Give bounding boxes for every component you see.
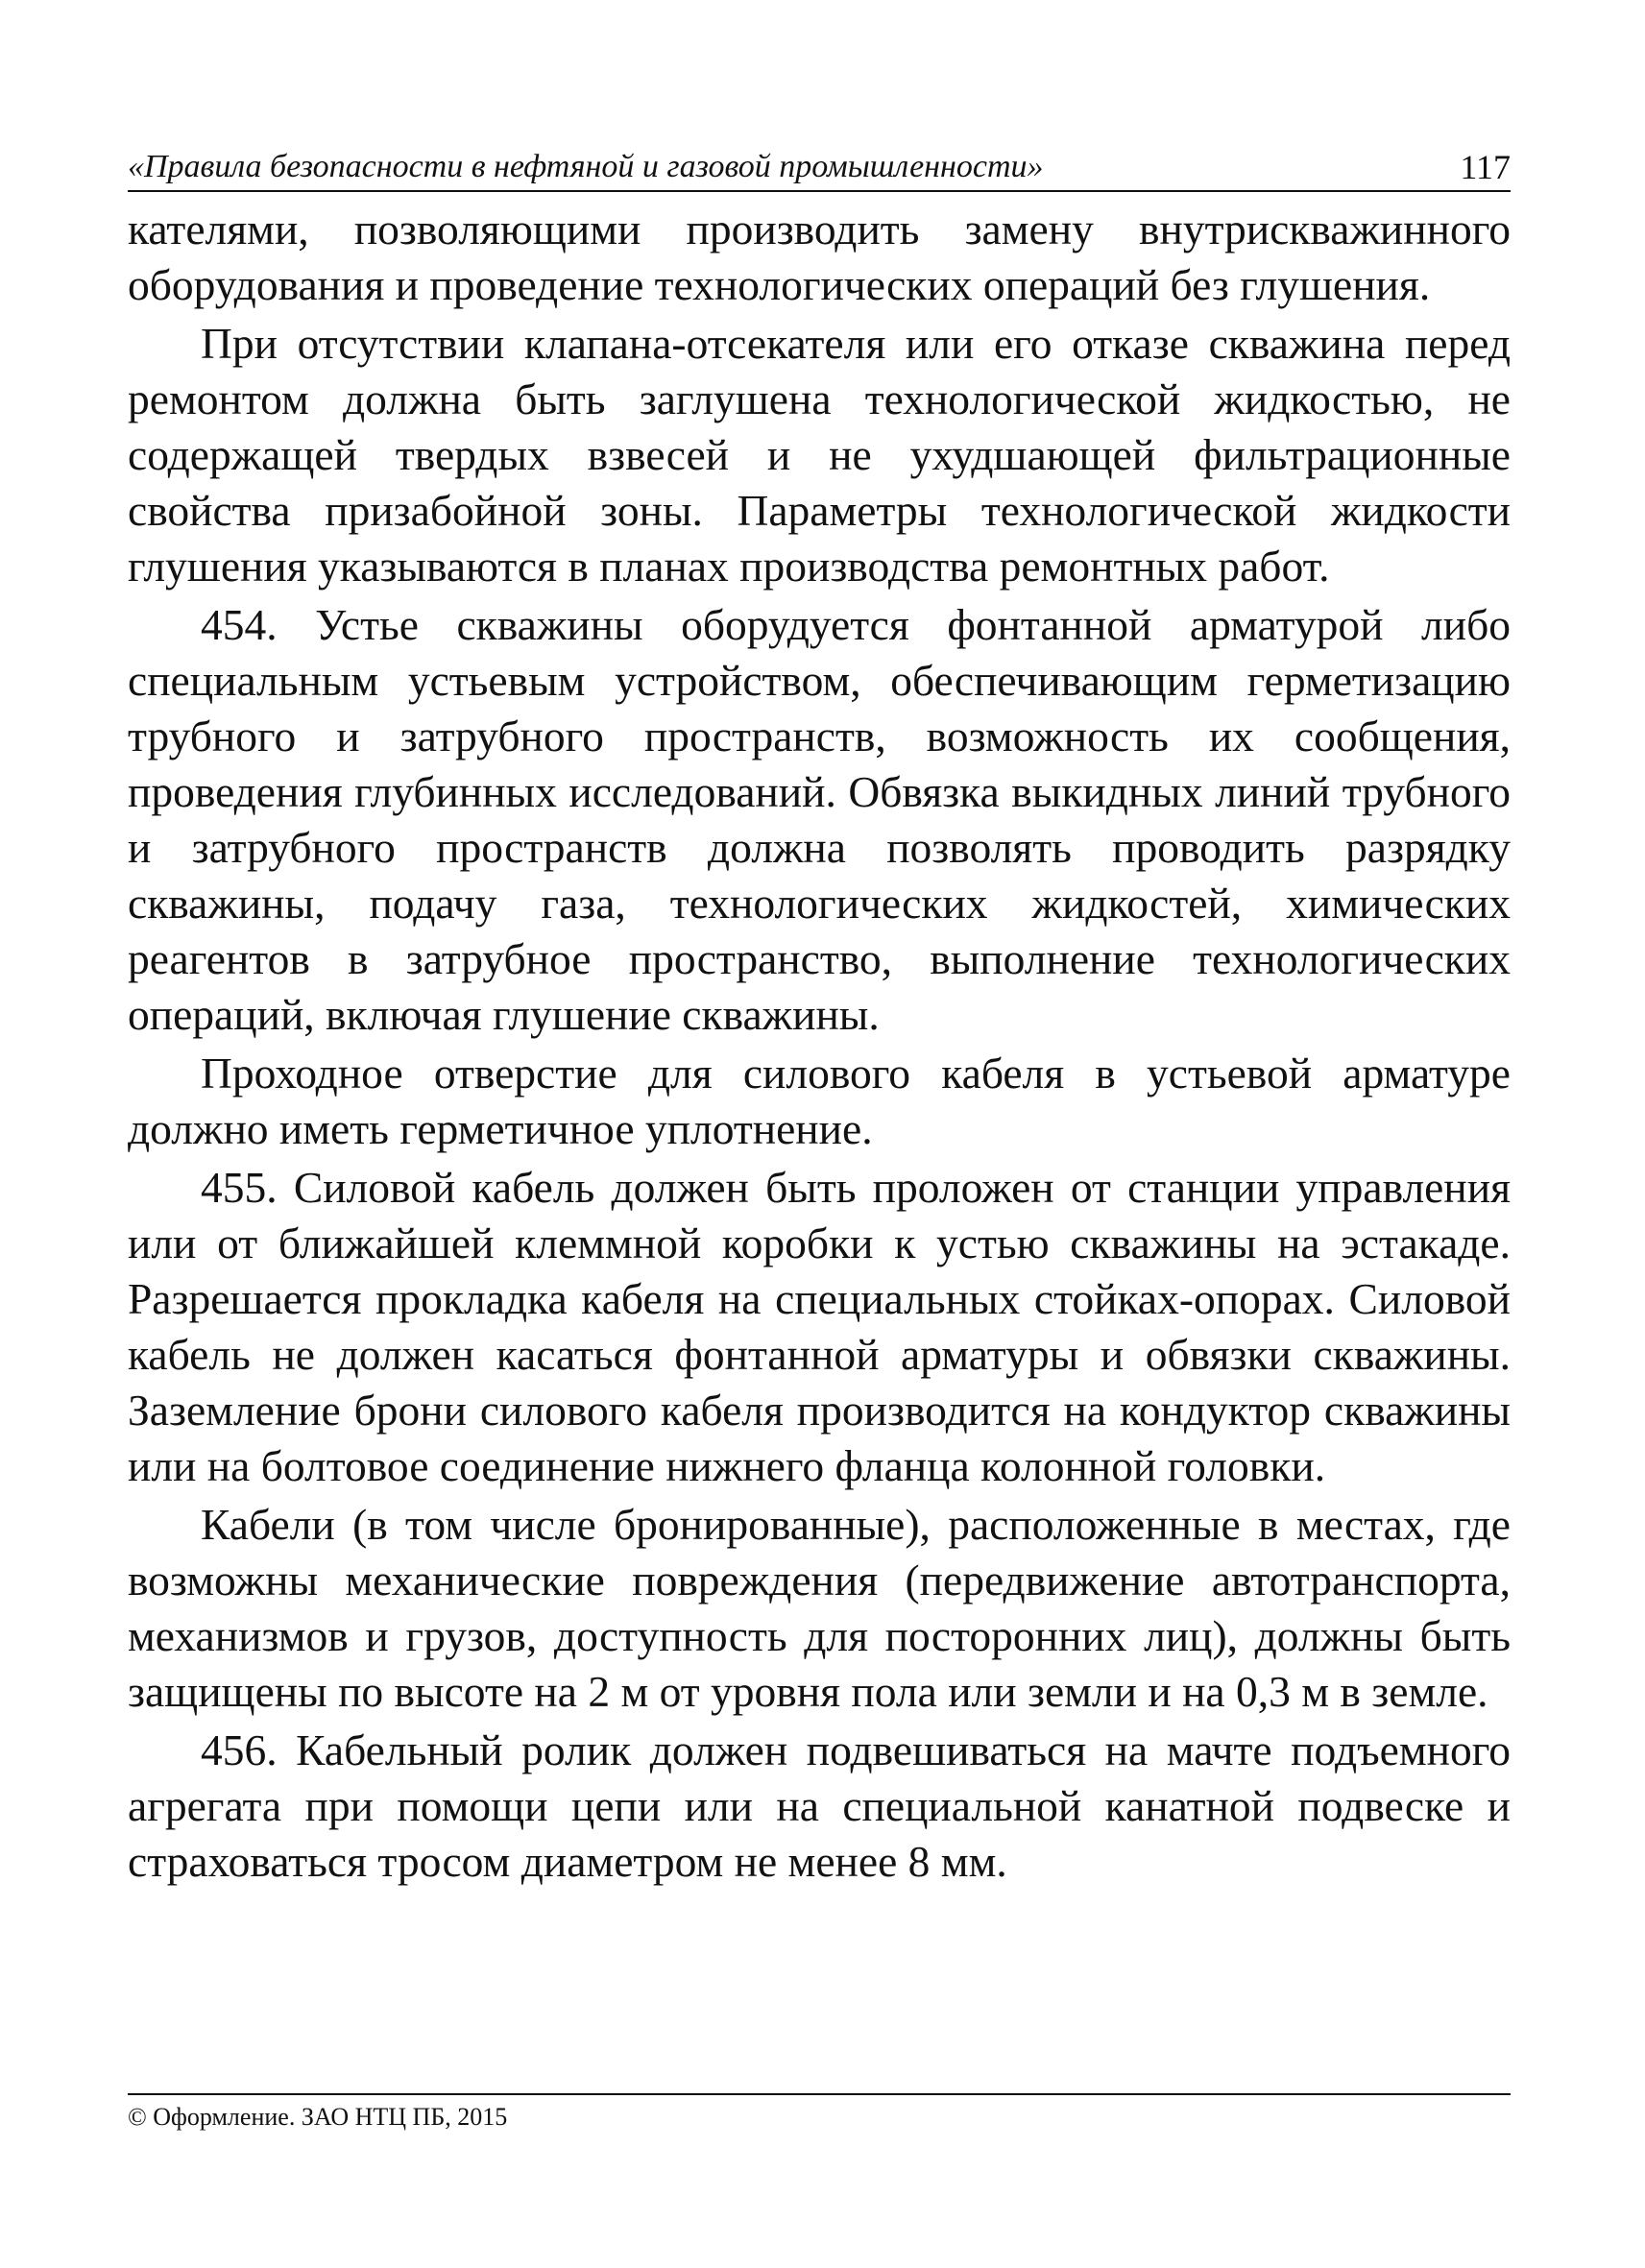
footer-copyright: © Оформление. ЗАО НТЦ ПБ, 2015 [128, 2103, 508, 2131]
paragraph: Проходное отверстие для силового кабеля в устьевой арматуре должно иметь герметичное уплотнение. [128, 1049, 1511, 1153]
paragraph-continued: кателями, позволяющими производить замену внутрискважинного оборудования и проведение технологических операций без глушения. [128, 205, 1511, 309]
footer-divider [128, 2093, 1511, 2095]
paragraph-455: 455. Силовой кабель должен быть проложен от станции управления или от ближайшей клеммной коробки к устью скважины на эстакаде. Разрешается прокладка кабеля на специальных стойках-опорах. Силовой кабель не должен касаться фонтанной арматуры и обвязки скважины. Заземление брони силового кабеля производится на кондуктор скважины или на болтовое соединение нижнего фланца колонной головки. [128, 1163, 1511, 1490]
paragraph: Кабели (в том числе бронированные), расположенные в местах, где возможны механические повреждения (передвижение автотранспорта, механизмов и грузов, доступность для посторонних лиц), должны быть защищены по высоте на 2 м от уровня пола или земли и на 0,3 м в земле. [128, 1500, 1511, 1716]
paragraph-454: 454. Устье скважины оборудуется фонтанной арматурой либо специальным устьевым устройством, обеспечивающим герметизацию трубного и затрубного пространств, возможность их сообщения, проведения глубинных исследований. Обвязка выкидных линий трубного и затрубного пространств должна позволять проводить разрядку скважины, подачу газа, технологических жидкостей, химических реагентов в затрубное пространство, выполнение технологических операций, включая глушение скважины. [128, 600, 1511, 1039]
running-header-title: «Правила безопасности в нефтяной и газовой промышленности» [128, 149, 1044, 184]
body-text [128, 202, 1511, 1890]
paragraph: При отсутствии клапана-отсекателя или его отказе скважина перед ремонтом должна быть заглушена технологической жидкостью, не содержащей твердых взвесей и не ухудшающей фильтрационные свойства призабойной зоны. Параметры технологической жидкости глушения указываются в планах производства ремонтных работ. [128, 319, 1511, 591]
paragraph-456: 456. Кабельный ролик должен подвешиваться на мачте подъемного агрегата при помощи цепи или на специальной канатной подвеске и страховаться тросом диаметром не менее 8 мм. [128, 1725, 1511, 1886]
running-header [128, 134, 1511, 192]
document-page [128, 134, 1511, 2170]
page-number: 117 [1460, 148, 1511, 186]
